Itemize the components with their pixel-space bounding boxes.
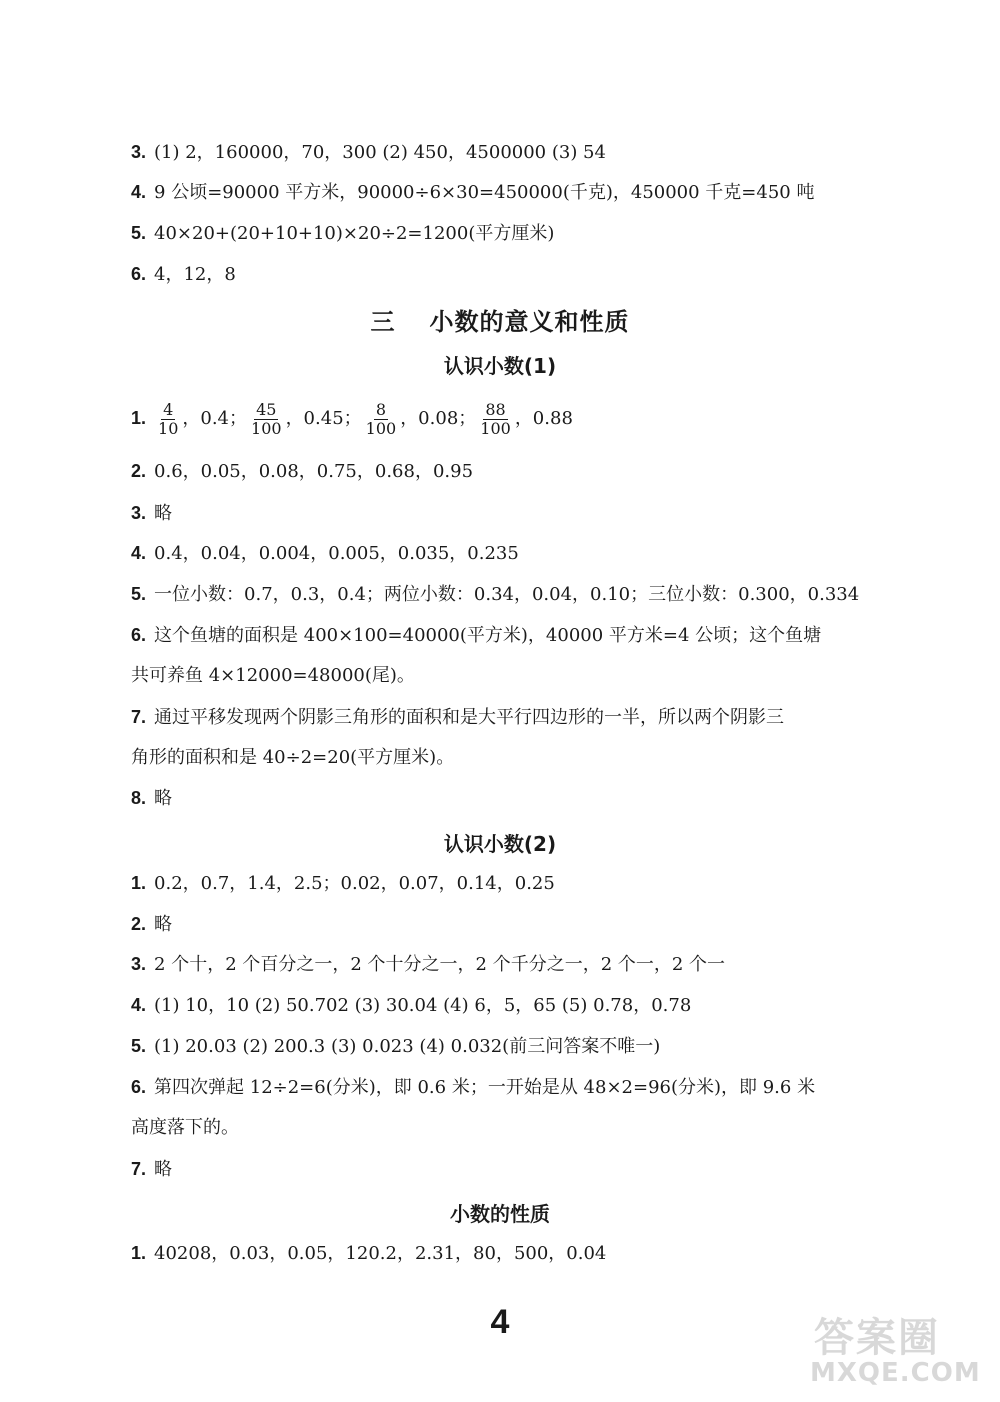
answer-item: 2. 略	[131, 914, 173, 935]
answer-item: 5. (1) 20.03 (2) 200.3 (3) 0.023 (4) 0.032(前三问答案不唯一)	[131, 1036, 661, 1057]
lesson-title: 小数的性质	[450, 1202, 550, 1226]
answer-item: 5. 一位小数：0.7，0.3，0.4；两位小数：0.34，0.04，0.10；三位小数：0.300，0.334	[131, 584, 860, 605]
answer-item: 3. (1) 2，160000，70，300 (2) 450，4500000 (3) 54	[131, 142, 606, 163]
answer-item: 4. 0.4，0.04，0.004，0.005，0.035，0.235	[131, 543, 519, 564]
answer-item: 6. 这个鱼塘的面积是 400×100=40000(平方米)，40000 平方米=4 公顷；这个鱼塘	[131, 625, 822, 646]
answer-item: 5. 40×20+(20+10+10)×20÷2=1200(平方厘米)	[131, 223, 555, 244]
watermark-logo	[806, 1306, 986, 1392]
answer-item: 1. 0.2，0.7，1.4，2.5；0.02，0.07，0.14，0.25	[131, 873, 555, 894]
answer-item: 7. 通过平移发现两个阴影三角形的面积和是大平行四边形的一半，所以两个阴影三	[131, 707, 785, 728]
fraction: $\frac{4}{10}$	[158, 399, 179, 438]
watermark-text: 答案圈	[814, 1315, 940, 1361]
answer-item: 4. (1) 10，10 (2) 50.702 (3) 30.04 (4) 6，5，65 (5) 0.78，0.78	[131, 995, 692, 1016]
answer-item: 8. 略	[131, 788, 173, 809]
fraction: $\frac{45}{100}$	[251, 399, 282, 438]
lesson-title: 认识小数(2)	[443, 832, 557, 856]
page-number: 4	[490, 1303, 510, 1341]
lesson-title: 认识小数(1)	[443, 354, 557, 378]
answer-item: 6. 4，12，8	[131, 264, 236, 285]
fraction: $\frac{88}{100}$	[480, 399, 511, 438]
answer-item: 6. 第四次弹起 12÷2=6(分米)，即 0.6 米；一开始是从 48×2=96(分米)，即 9.6 米	[131, 1077, 816, 1098]
answer-item: 4. 9 公顷=90000 平方米，90000÷6×30=450000(千克)，450000 千克=450 吨	[131, 182, 815, 203]
fraction: $\frac{8}{100}$	[365, 399, 397, 438]
answer-item-continuation: 高度落下的。	[131, 1117, 239, 1138]
answer-item-fractions: 1. $\frac{4}{10}$ ，0.4； $\frac{45}{100}$ ，0.45； $\frac{8}{100}$ ，0.08； $\frac{88}{100}$ ，0.88	[131, 399, 573, 438]
answer-item: 3. 略	[131, 503, 173, 524]
chapter-title: 三 小数的意义和性质	[370, 308, 630, 336]
answer-item: 7. 略	[131, 1159, 173, 1180]
answer-item-continuation: 共可养鱼 4×12000=48000(尾)。	[131, 665, 415, 686]
answer-item-continuation: 角形的面积和是 40÷2=20(平方厘米)。	[131, 747, 455, 768]
watermark-url: MXQE.COM	[810, 1358, 981, 1388]
answer-item: 3. 2 个十，2 个百分之一，2 个十分之一，2 个千分之一，2 个一，2 个一	[131, 954, 726, 975]
answer-item: 1. 40208，0.03，0.05，120.2，2.31，80，500，0.04	[131, 1243, 607, 1264]
answer-item: 2. 0.6，0.05，0.08，0.75，0.68，0.95	[131, 461, 474, 482]
